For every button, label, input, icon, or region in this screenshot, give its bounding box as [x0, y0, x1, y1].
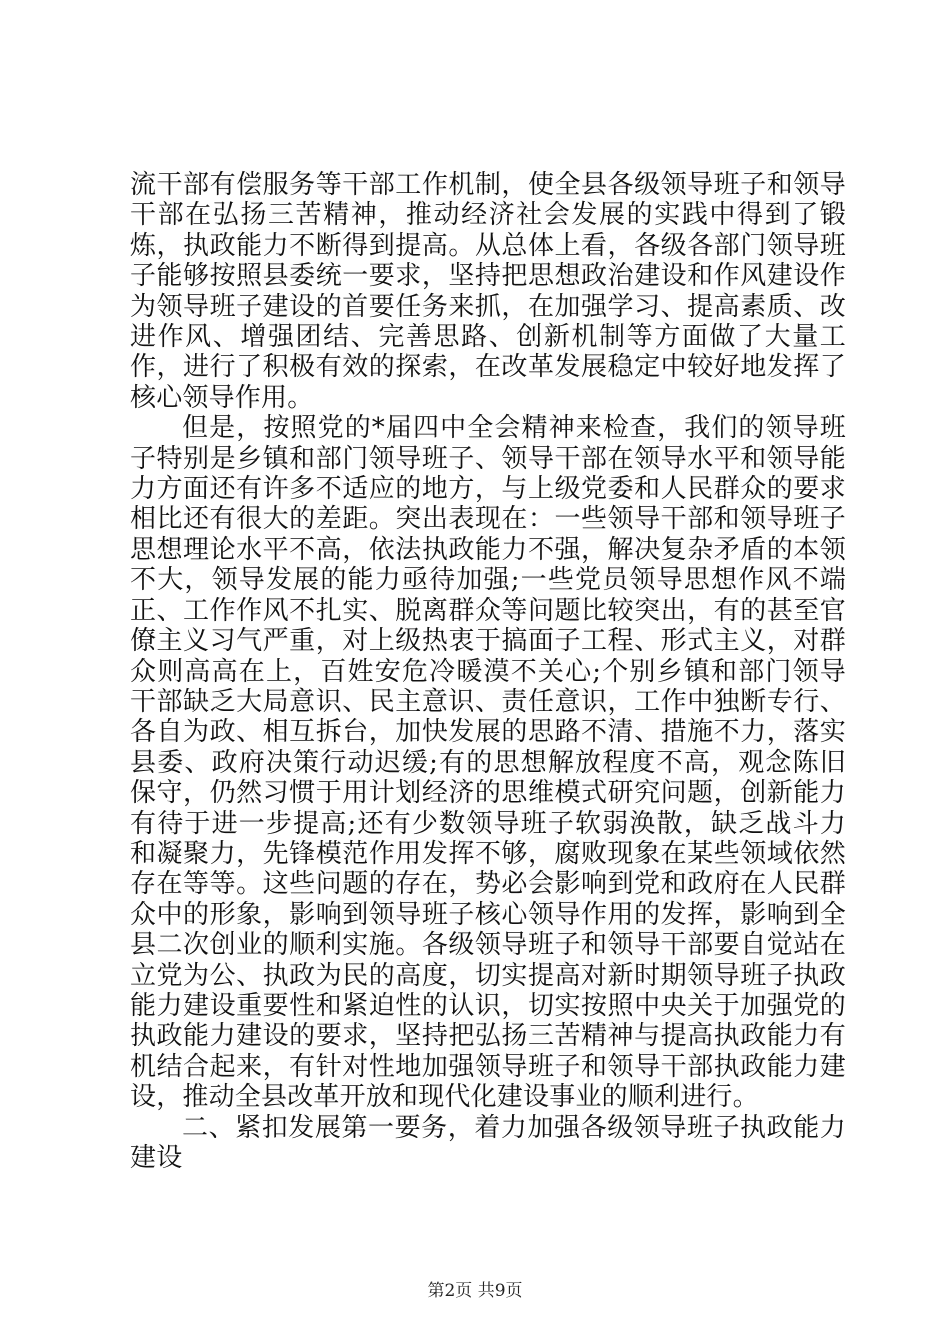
section-heading-two: 二、紧扣发展第一要务，着力加强各级领导班子执政能力建设 [130, 1112, 846, 1173]
document-body [130, 170, 846, 1173]
paragraph-continuation: 流干部有偿服务等干部工作机制，使全县各级领导班子和领导干部在弘扬三苦精神，推动经济社会发展的实践中得到了锻炼，执政能力不断得到提高。从总体上看，各级各部门领导班子能够按照县委统一要求，坚持把思想政治建设和作风建设作为领导班子建设的首要任务来抓，在加强学习、提高素质、改进作风、增强团结、完善思路、创新机制等方面做了大量工作，进行了积极有效的探索，在改革发展稳定中较好地发挥了核心领导作用。 [130, 170, 846, 413]
page-footer: 第2页 共9页 [427, 1281, 523, 1301]
paragraph-problems: 但是，按照党的*届四中全会精神来检查，我们的领导班子特别是乡镇和部门领导班子、领导干部在领导水平和领导能力方面还有许多不适应的地方，与上级党委和人民群众的要求相比还有很大的差距。突出表现在：一些领导干部和领导班子思想理论水平不高，依法执政能力不强，解决复杂矛盾的本领不大，领导发展的能力亟待加强;一些党员领导思想作风不端正、工作作风不扎实、脱离群众等问题比较突出，有的甚至官僚主义习气严重，对上级热衷于搞面子工程、形式主义，对群众则高高在上，百姓安危冷暖漠不关心;个别乡镇和部门领导干部缺乏大局意识、民主意识、责任意识，工作中独断专行、各自为政、相互拆台，加快发展的思路不清、措施不力，落实县委、政府决策行动迟缓;有的思想解放程度不高，观念陈旧保守，仍然习惯于用计划经济的思维模式研究问题，创新能力有待于进一步提高;还有少数领导班子软弱涣散，缺乏战斗力和凝聚力，先锋模范作用发挥不够，腐败现象在某些领域依然存在等等。这些问题的存在，势必会影响到党和政府在人民群众中的形象，影响到领导班子核心领导作用的发挥，影响到全县二次创业的顺利实施。各级领导班子和领导干部要自觉站在立党为公、执政为民的高度，切实提高对新时期领导班子执政能力建设重要性和紧迫性的认识，切实按照中央关于加强党的执政能力建设的要求，坚持把弘扬三苦精神与提高执政能力有机结合起来，有针对性地加强领导班子和领导干部执政能力建设，推动全县改革开放和现代化建设事业的顺利进行。 [130, 413, 846, 1113]
